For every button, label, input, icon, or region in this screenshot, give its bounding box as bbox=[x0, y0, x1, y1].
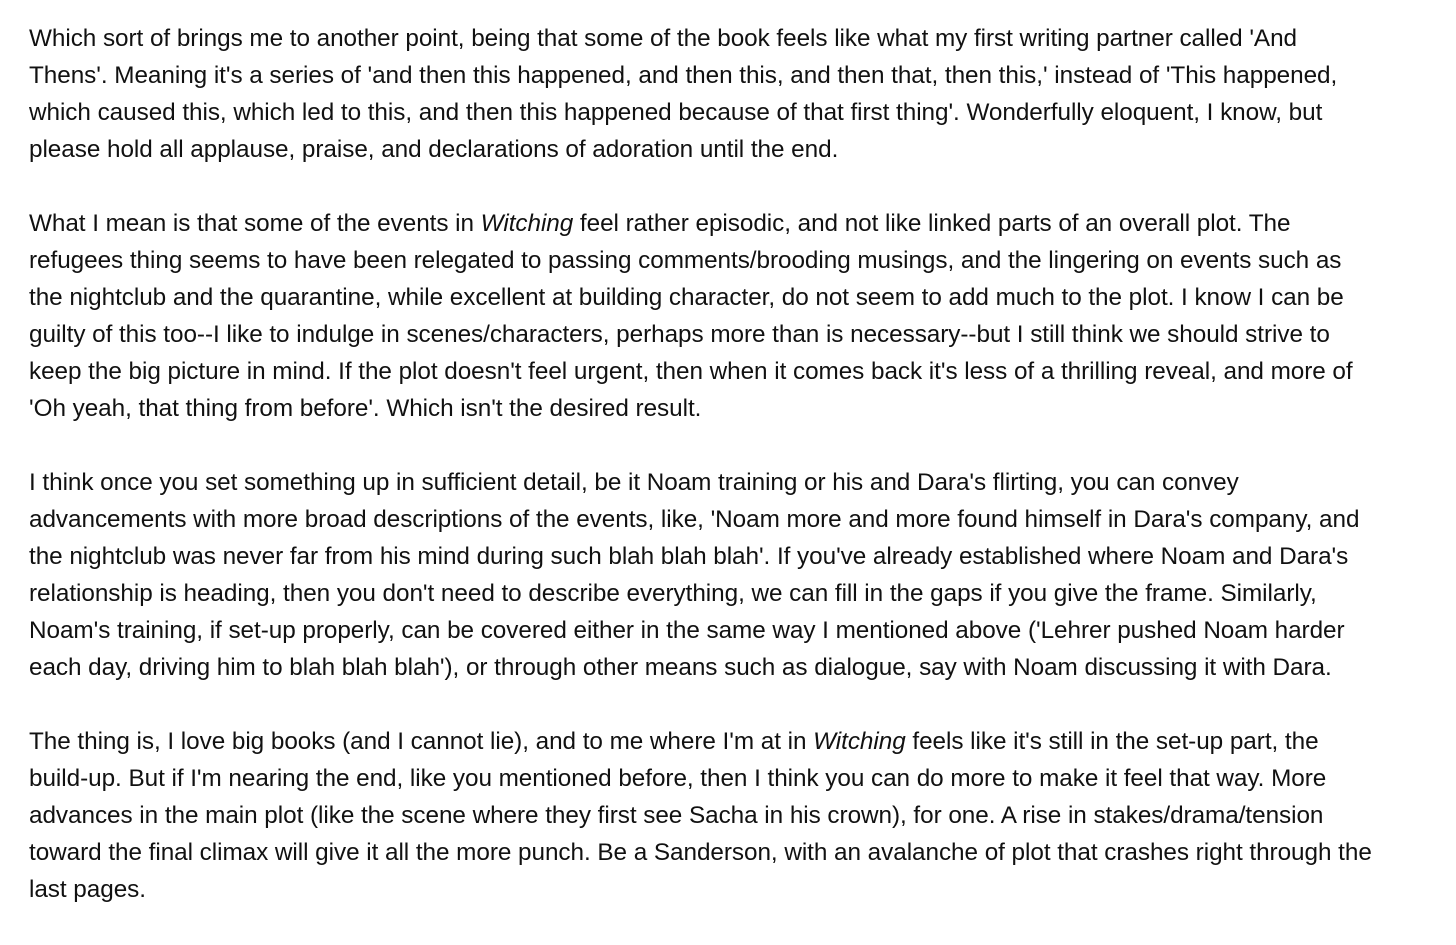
text-line: relationship is heading, then you don't need to describe everything, we can fill in the gaps if you give the frame. Similarly, bbox=[29, 580, 1317, 607]
text-line: Thens'. Meaning it's a series of 'and then this happened, and then this, and then that, then this,' instead of 'This happened, bbox=[29, 62, 1338, 89]
text-line: guilty of this too--I like to indulge in scenes/characters, perhaps more than is necessary--but I still think we should strive to bbox=[29, 321, 1330, 348]
text-run: What I mean is that some of the events in bbox=[29, 210, 481, 237]
text-line: Which sort of brings me to another point, being that some of the book feels like what my first writing partner called 'And bbox=[29, 25, 1298, 52]
text-line: please hold all applause, praise, and declarations of adoration until the end. bbox=[29, 136, 839, 163]
paragraph-1 bbox=[29, 20, 1449, 168]
text-line: which caused this, which led to this, and then this happened because of that first thing'. Wonderfully eloquent, I know, but bbox=[29, 99, 1323, 126]
text-line: toward the final climax will give it all the more punch. Be a Sanderson, with an avalanche of plot that crashes right through the bbox=[29, 839, 1372, 866]
text-line: the nightclub was never far from his mind during such blah blah blah'. If you've already established where Noam and Dara's bbox=[29, 543, 1349, 570]
text-run: The thing is, I love big books (and I cannot lie), and to me where I'm at in bbox=[29, 728, 814, 755]
text-line: advances in the main plot (like the scene where they first see Sacha in his crown), for one. A rise in stakes/drama/tension bbox=[29, 802, 1324, 829]
document-body bbox=[29, 20, 1449, 945]
text-line: I think once you set something up in sufficient detail, be it Noam training or his and Dara's flirting, you can convey bbox=[29, 469, 1239, 496]
text-line: Noam's training, if set-up properly, can be covered either in the same way I mentioned above ('Lehrer pushed Noam harder bbox=[29, 617, 1345, 644]
text-line bbox=[29, 723, 1449, 760]
text-line: advancements with more broad descriptions of the events, like, 'Noam more and more found himself in Dara's company, and bbox=[29, 506, 1360, 533]
text-line: keep the big picture in mind. If the plot doesn't feel urgent, then when it comes back it's less of a thrilling reveal, and more of bbox=[29, 358, 1353, 385]
text-line: the nightclub and the quarantine, while excellent at building character, do not seem to add much to the plot. I know I can be bbox=[29, 284, 1344, 311]
text-line: last pages. bbox=[29, 876, 146, 903]
text-line: 'Oh yeah, that thing from before'. Which isn't the desired result. bbox=[29, 395, 702, 422]
book-title: Witching bbox=[480, 210, 574, 237]
book-title: Witching bbox=[813, 728, 906, 755]
paragraph-3 bbox=[29, 464, 1449, 686]
text-run: feels like it's still in the set-up part, the bbox=[905, 728, 1319, 755]
text-line bbox=[29, 205, 1449, 242]
text-line: each day, driving him to blah blah blah'), or through other means such as dialogue, say with Noam discussing it with Dara. bbox=[29, 654, 1332, 681]
text-run: feel rather episodic, and not like linked parts of an overall plot. The bbox=[573, 210, 1291, 237]
paragraph-4 bbox=[29, 723, 1449, 908]
text-line: refugees thing seems to have been relegated to passing comments/brooding musings, and the lingering on events such as bbox=[29, 247, 1342, 274]
paragraph-2 bbox=[29, 205, 1449, 427]
text-line: build-up. But if I'm nearing the end, like you mentioned before, then I think you can do more to make it feel that way. More bbox=[29, 765, 1327, 792]
